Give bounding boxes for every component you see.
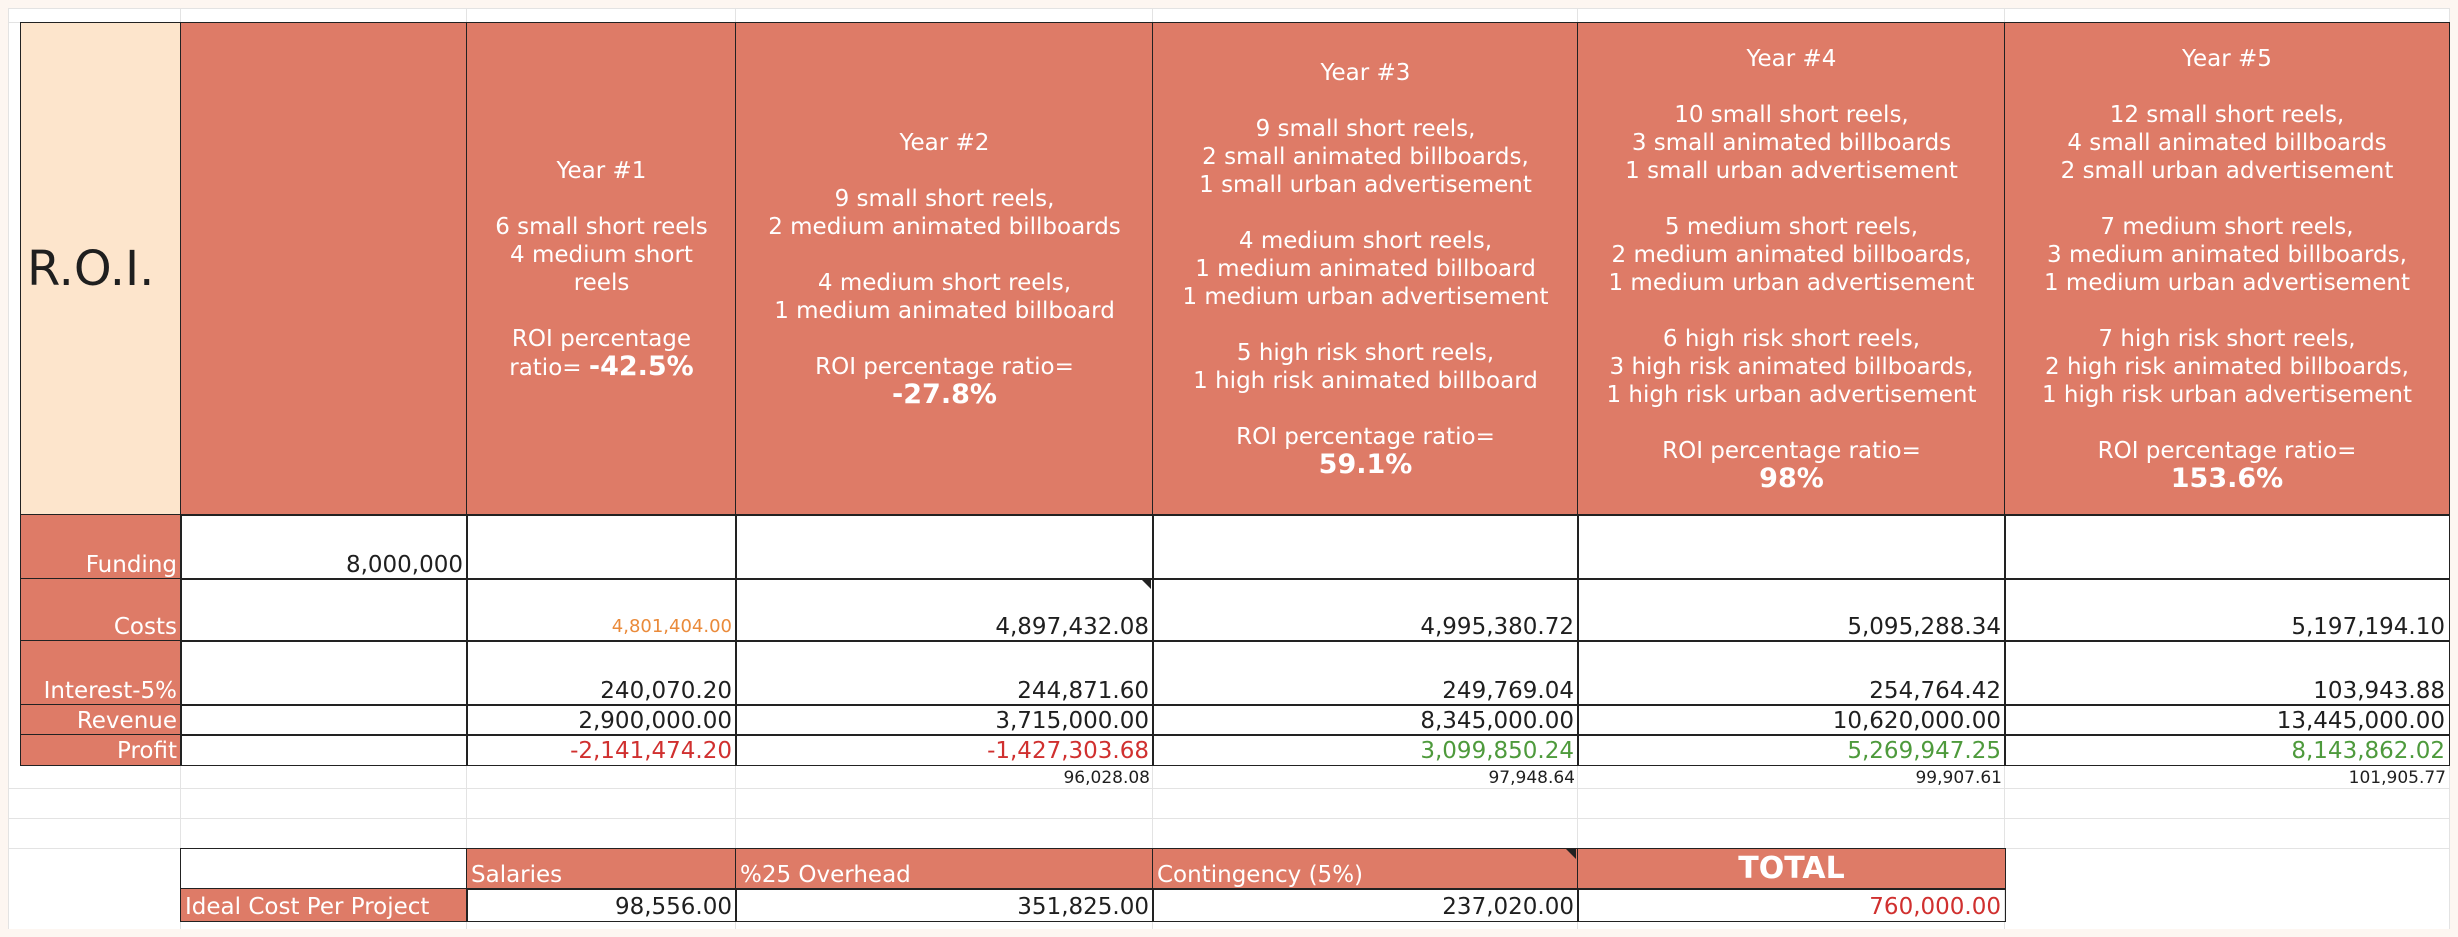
year-3-line: 9 small short reels, — [1255, 116, 1476, 142]
year-4-roi-value: 98% — [1759, 463, 1824, 494]
funding-year-1-cell[interactable] — [466, 514, 737, 580]
year-3-header[interactable] — [1152, 22, 1579, 516]
contingency-value-cell[interactable]: 237,020.00 — [1152, 888, 1579, 922]
year-2-roi-label: ROI percentage ratio= — [815, 354, 1074, 380]
revenue-year-1-cell[interactable]: 2,900,000.00 — [466, 704, 737, 736]
funding-year-5-cell[interactable] — [2004, 514, 2450, 580]
interest-year-1-cell[interactable]: 240,070.20 — [466, 640, 737, 706]
year-5-roi-value: 153.6% — [2170, 463, 2284, 494]
costs-year-1-value: 4,801,404.00 — [611, 616, 732, 637]
year-4-line: 10 small short reels, — [1674, 102, 1909, 128]
profit-year-2-cell[interactable]: -1,427,303.68 — [735, 734, 1154, 766]
extra-year-3-cell[interactable]: 97,948.64 — [1488, 768, 1575, 788]
year-5-line: 1 medium urban advertisement — [2043, 270, 2410, 296]
year-3-heading: Year #3 — [1320, 60, 1411, 86]
year-4-line: 3 high risk animated billboards, — [1609, 354, 1974, 380]
year-5-line: 7 high risk short reels, — [2098, 326, 2356, 352]
year-4-heading: Year #4 — [1746, 46, 1837, 72]
header-blank-cell[interactable] — [180, 22, 468, 516]
comment-marker-icon — [1566, 849, 1576, 859]
revenue-year-4-cell[interactable]: 10,620,000.00 — [1577, 704, 2006, 736]
funding-year-4-cell[interactable] — [1577, 514, 2006, 580]
year-5-line: 1 high risk urban advertisement — [2041, 382, 2413, 408]
interest-year-2-cell[interactable]: 244,871.60 — [735, 640, 1154, 706]
overhead-value-cell[interactable]: 351,825.00 — [735, 888, 1154, 922]
costs-base-cell[interactable] — [180, 578, 468, 642]
profit-year-4-cell[interactable]: 5,269,947.25 — [1577, 734, 2006, 766]
costs-label[interactable]: Costs — [20, 578, 182, 642]
year-3-line: 1 high risk animated billboard — [1193, 368, 1538, 394]
funding-year-2-cell[interactable] — [735, 514, 1154, 580]
year-4-roi-label: ROI percentage ratio= — [1662, 438, 1921, 464]
extra-year-5-cell[interactable]: 101,905.77 — [2348, 768, 2446, 788]
year-1-roi-value: -42.5% — [588, 350, 694, 382]
year-3-line: 2 small animated billboards, — [1202, 144, 1529, 170]
year-1-heading: Year #1 — [556, 157, 647, 184]
revenue-year-5-cell[interactable]: 13,445,000.00 — [2004, 704, 2450, 736]
interest-year-5-cell[interactable]: 103,943.88 — [2004, 640, 2450, 706]
year-3-line: 1 small urban advertisement — [1199, 172, 1532, 198]
year-5-line: 2 high risk animated billboards, — [2045, 354, 2409, 380]
costs-year-4-cell[interactable]: 5,095,288.34 — [1577, 578, 2006, 642]
year-1-roi-label2: ratio= — [509, 354, 582, 381]
profit-year-3-cell[interactable]: 3,099,850.24 — [1152, 734, 1579, 766]
year-2-roi-value: -27.8% — [892, 379, 997, 410]
overhead-header[interactable]: %25 Overhead — [735, 848, 1154, 890]
year-4-line: 6 high risk short reels, — [1662, 326, 1921, 352]
interest-base-cell[interactable] — [180, 640, 468, 706]
year-5-line: 4 small animated billboards — [2067, 130, 2387, 156]
contingency-header[interactable]: Contingency (5%) — [1152, 848, 1579, 890]
year-5-header[interactable] — [2004, 22, 2450, 516]
total-header[interactable]: TOTAL — [1577, 848, 2006, 890]
cost-table-corner-cell[interactable] — [180, 848, 468, 890]
year-2-line: 2 medium animated billboards — [768, 214, 1121, 240]
year-4-line: 1 high risk urban advertisement — [1606, 382, 1977, 408]
revenue-label[interactable]: Revenue — [20, 704, 182, 736]
year-2-line: 1 medium animated billboard — [774, 298, 1115, 324]
costs-year-1-cell[interactable] — [466, 578, 737, 642]
year-4-line: 5 medium short reels, — [1664, 214, 1919, 240]
year-4-line: 2 medium animated billboards, — [1611, 242, 1972, 268]
year-3-line: 5 high risk short reels, — [1236, 340, 1495, 366]
funding-label[interactable]: Funding — [20, 514, 182, 580]
profit-year-1-cell[interactable]: -2,141,474.20 — [466, 734, 737, 766]
total-value-cell[interactable]: 760,000.00 — [1577, 888, 2006, 922]
year-1-line: 4 medium short — [510, 241, 693, 268]
year-5-line: 7 medium short reels, — [2100, 214, 2354, 240]
revenue-base-cell[interactable] — [180, 704, 468, 736]
extra-year-4-cell[interactable]: 99,907.61 — [1915, 768, 2002, 788]
year-1-header[interactable] — [466, 22, 737, 516]
spreadsheet — [8, 8, 2450, 929]
year-2-header[interactable] — [735, 22, 1154, 516]
revenue-year-3-cell[interactable]: 8,345,000.00 — [1152, 704, 1579, 736]
year-5-line: 3 medium animated billboards, — [2047, 242, 2407, 268]
roi-title[interactable]: R.O.I. — [20, 22, 182, 516]
year-3-line: 1 medium urban advertisement — [1182, 284, 1549, 310]
year-2-line: 4 medium short reels, — [817, 270, 1072, 296]
year-2-heading: Year #2 — [899, 130, 990, 156]
salaries-value-cell[interactable]: 98,556.00 — [466, 888, 737, 922]
costs-year-3-cell[interactable]: 4,995,380.72 — [1152, 578, 1579, 642]
year-5-heading: Year #5 — [2182, 46, 2272, 72]
year-3-roi-label: ROI percentage ratio= — [1236, 424, 1495, 450]
interest-year-4-cell[interactable]: 254,764.42 — [1577, 640, 2006, 706]
profit-base-cell[interactable] — [180, 734, 468, 766]
year-1-roi-label: ROI percentage — [511, 325, 692, 352]
profit-label[interactable]: Profit — [20, 734, 182, 766]
ideal-cost-label[interactable]: Ideal Cost Per Project — [180, 888, 468, 922]
salaries-header[interactable]: Salaries — [466, 848, 737, 890]
extra-year-2-cell[interactable]: 96,028.08 — [1063, 768, 1150, 788]
year-1-line: 6 small short reels — [495, 213, 708, 240]
profit-year-5-cell[interactable]: 8,143,862.02 — [2004, 734, 2450, 766]
year-4-line: 1 medium urban advertisement — [1608, 270, 1975, 296]
costs-year-5-cell[interactable]: 5,197,194.10 — [2004, 578, 2450, 642]
year-5-roi-label: ROI percentage ratio= — [2097, 438, 2357, 464]
interest-year-3-cell[interactable]: 249,769.04 — [1152, 640, 1579, 706]
interest-label[interactable]: Interest-5% — [20, 640, 182, 706]
year-4-line: 1 small urban advertisement — [1625, 158, 1958, 184]
year-4-header[interactable] — [1577, 22, 2006, 516]
year-5-line: 2 small urban advertisement — [2060, 158, 2394, 184]
year-2-line: 9 small short reels, — [834, 186, 1055, 212]
year-5-line: 12 small short reels, — [2109, 102, 2345, 128]
year-1-line: reels — [573, 269, 630, 296]
year-4-line: 3 small animated billboards — [1631, 130, 1952, 156]
year-3-roi-value: 59.1% — [1318, 449, 1413, 480]
comment-marker-icon — [1141, 579, 1151, 589]
year-3-line: 1 medium animated billboard — [1195, 256, 1536, 282]
funding-year-3-cell[interactable] — [1152, 514, 1579, 580]
costs-year-2-cell[interactable]: 4,897,432.08 — [735, 578, 1154, 642]
revenue-year-2-cell[interactable]: 3,715,000.00 — [735, 704, 1154, 736]
funding-base-cell[interactable]: 8,000,000 — [180, 514, 468, 580]
year-3-line: 4 medium short reels, — [1238, 228, 1493, 254]
